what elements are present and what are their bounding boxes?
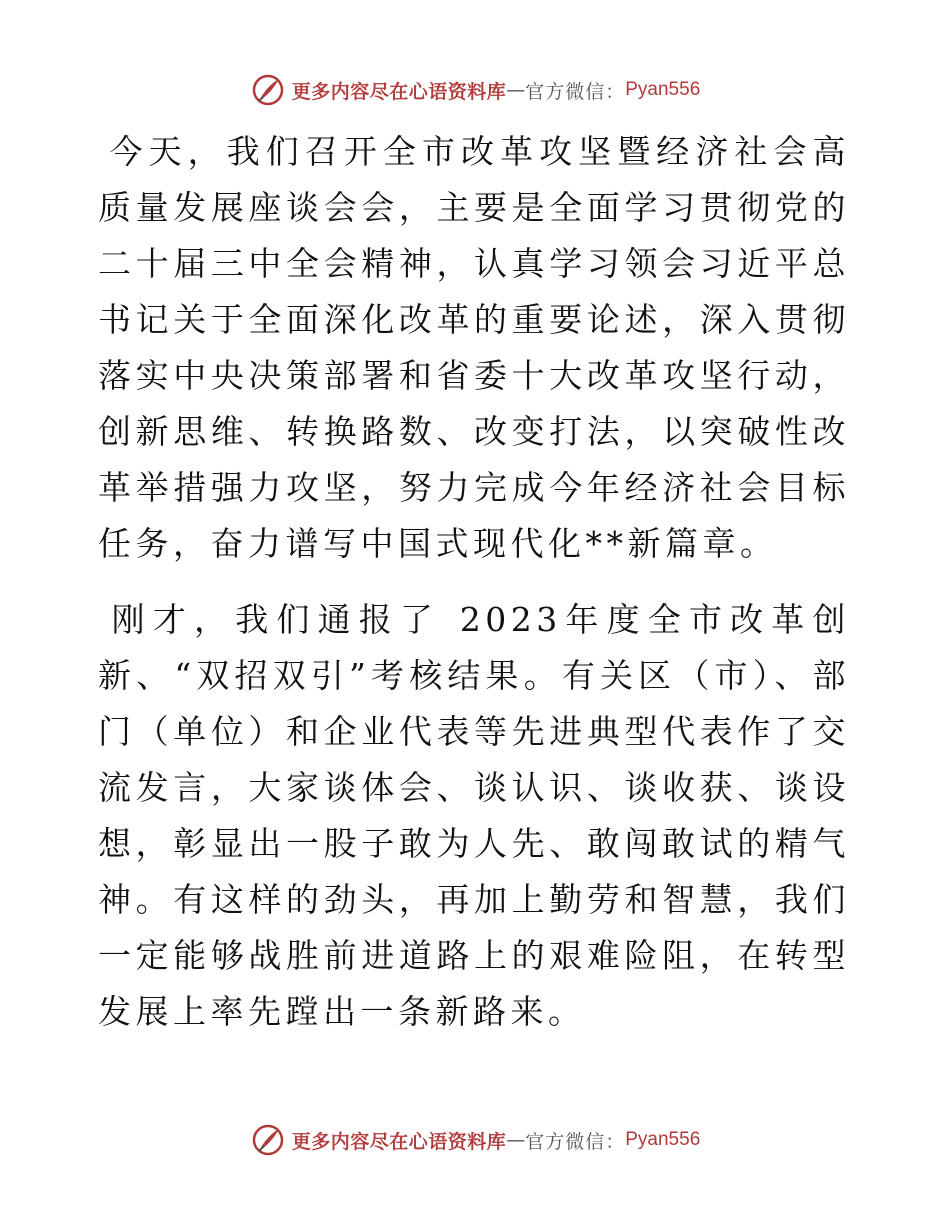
document-body — [98, 124, 850, 1060]
header-watermark — [0, 70, 950, 110]
watermark-dash: — — [506, 1129, 526, 1151]
paragraph-1 — [98, 124, 850, 572]
quill-pen-logo-icon — [250, 1122, 286, 1158]
watermark-label: 官方微信： — [525, 80, 626, 103]
footer-watermark — [0, 1120, 950, 1160]
paragraph-1-text: 今天，我们召开全市改革攻坚暨经济社会高质量发展座谈会会，主要是全面学习贯彻党的二十届三中全会精神，认真学习领会习近平总书记关于全面深化改革的重要论述，深入贯彻落实中央决策部署和省委十大改革攻坚行动，创新思维、转换路数、改变打法，以突破性改革举措强力攻坚，努力完成今年经济社会目标任务，奋力谱写中国式现代化**新篇章。 — [98, 132, 850, 563]
quill-pen-logo-icon — [250, 72, 286, 108]
watermark-dash: — — [506, 79, 526, 101]
watermark-id: Pyan556 — [625, 79, 701, 100]
paragraph-2 — [98, 592, 850, 1040]
paragraph-2-text: 刚才，我们通报了 2023年度全市改革创新、“双招双引”考核结果。有关区（市）、部门（单位）和企业代表等先进典型代表作了交流发言，大家谈体会、谈认识、谈收获、谈设想，彰显出一股子敢为人先、敢闯敢试的精气神。有这样的劲头，再加上勤劳和智慧，我们一定能够战胜前进道路上的艰难险阻，在转型发展上率先蹚出一条新路来。 — [98, 600, 850, 1031]
watermark-text: 更多内容尽在心语资料库 — [291, 1130, 507, 1153]
watermark-id: Pyan556 — [625, 1129, 701, 1150]
watermark-label: 官方微信： — [525, 1130, 626, 1153]
watermark-text: 更多内容尽在心语资料库 — [291, 80, 507, 103]
